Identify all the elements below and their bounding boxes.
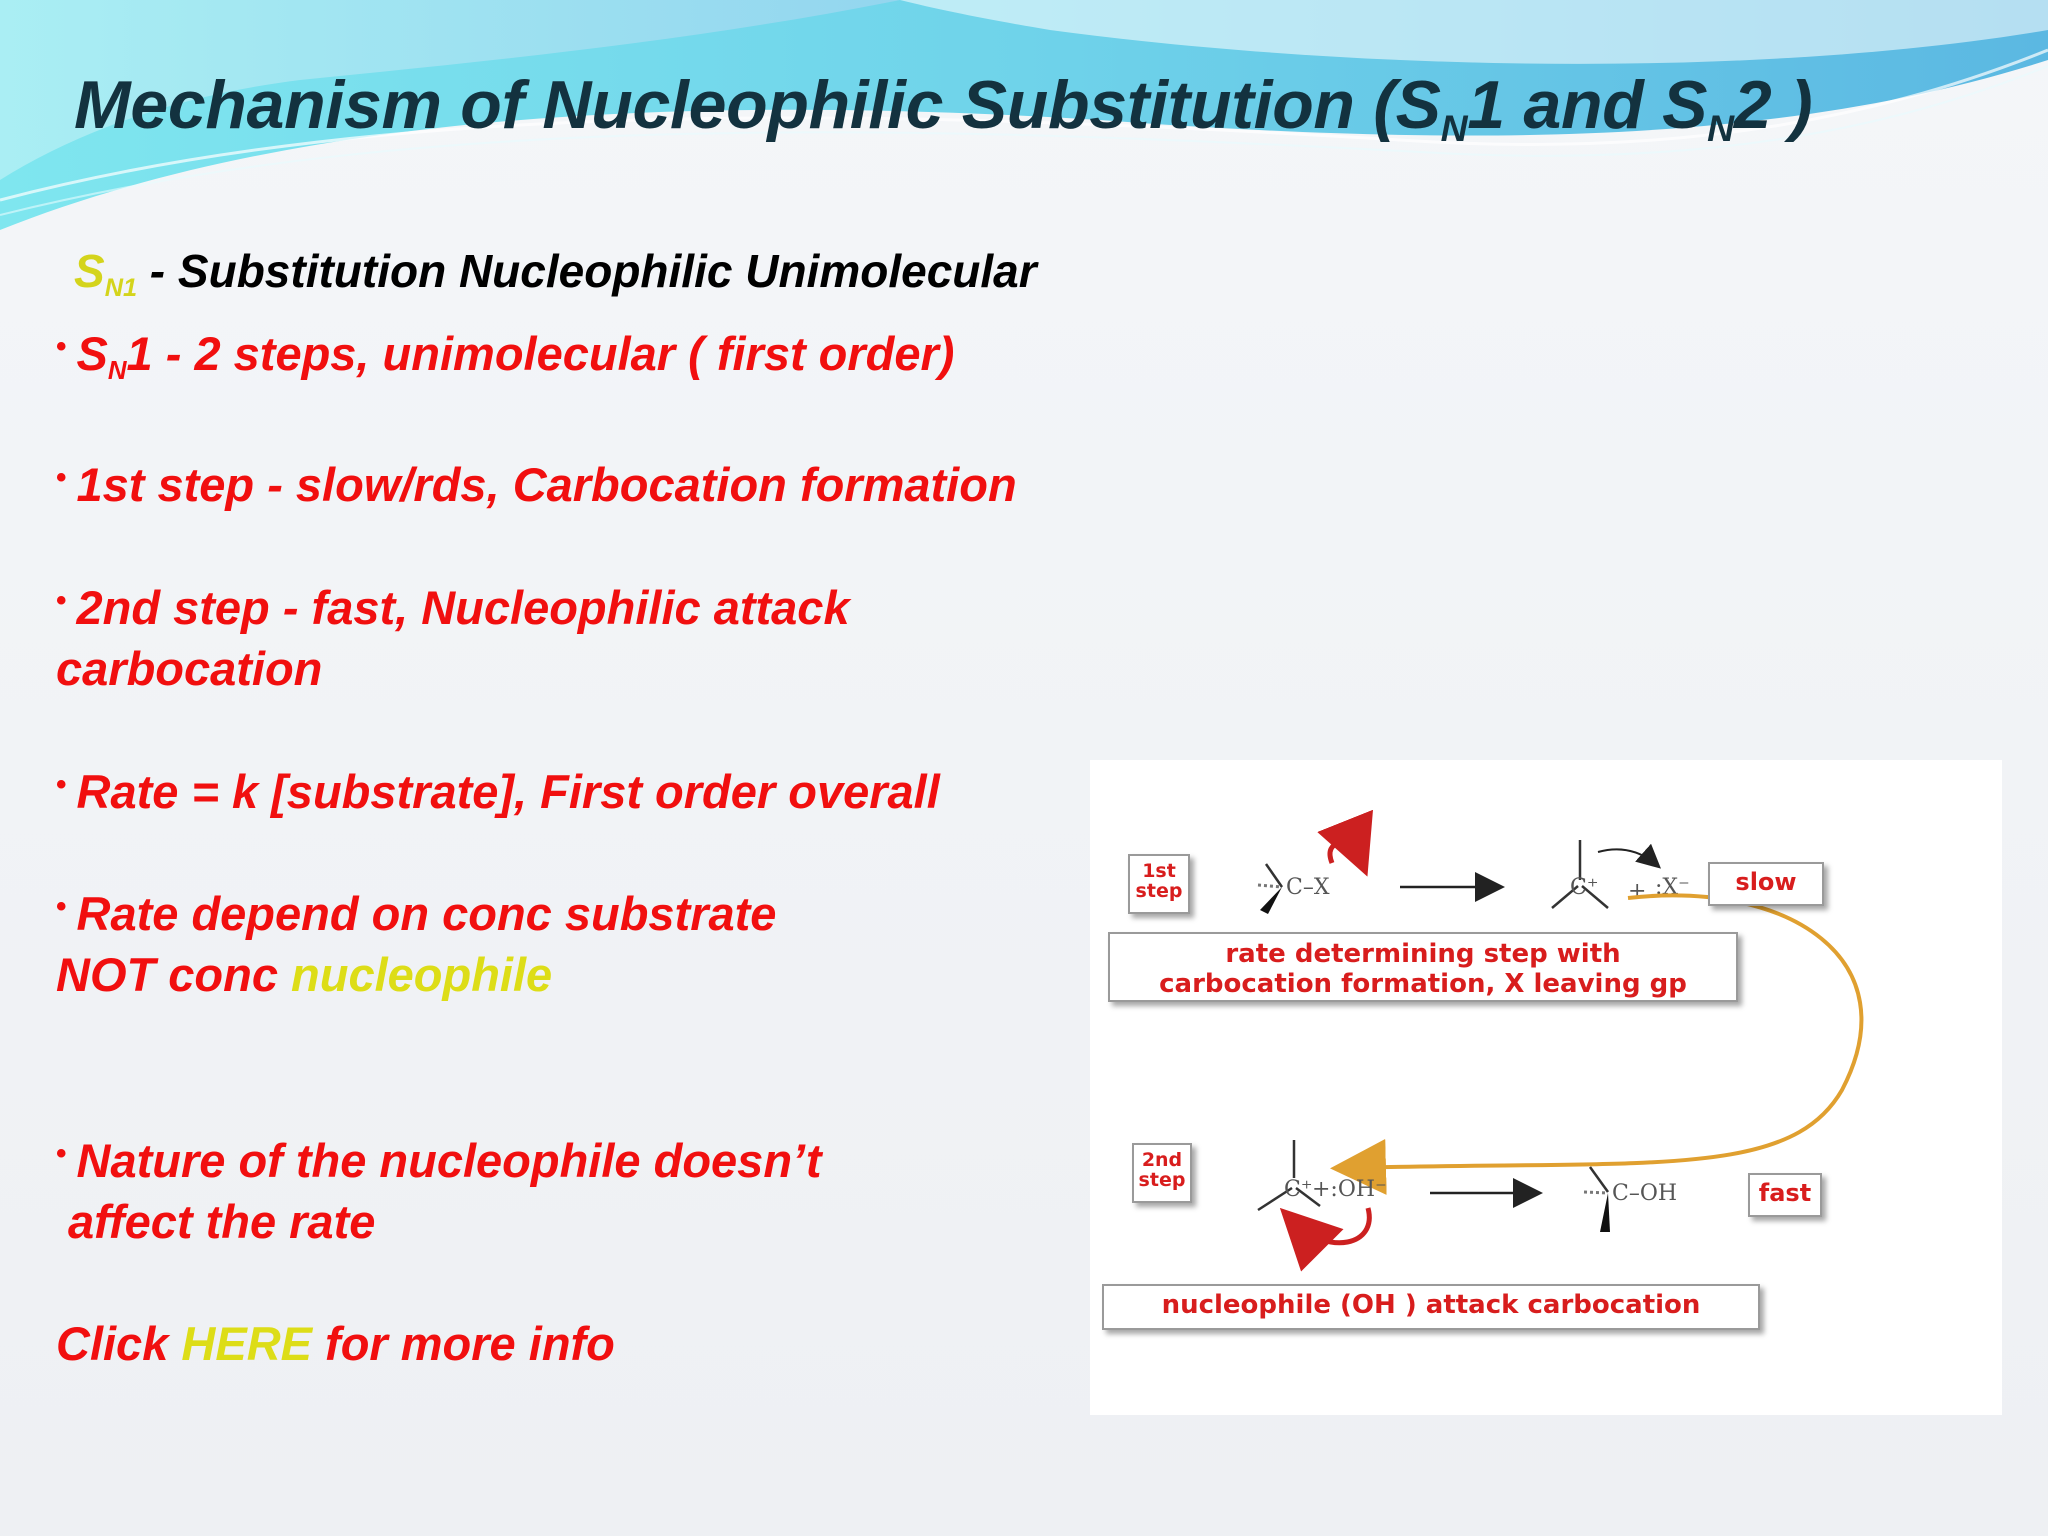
subtitle: $S_{N1}$ - Substitution Nucleophilic Unimolecular <box>74 245 1037 302</box>
nucleophile-curved-arrow <box>1294 1208 1369 1243</box>
bullet-nucleophile-nature-cont: affect the rate <box>68 1195 376 1248</box>
here-link[interactable]: HERE <box>181 1317 312 1370</box>
bullet-sn1-steps: • $S_N1 - 2$ steps, unimolecular ( first order) <box>56 327 955 386</box>
bullet-rate-dependence: • Rate depend on conc substrate <box>56 887 777 940</box>
bullet-rate-law: • Rate = k [substrate], First order overall <box>56 765 940 818</box>
slide-title: Mechanism of Nucleophilic Substitution ($S_N1$ and $S_N2$ ) <box>74 67 1813 150</box>
substrate-molecule <box>1258 864 1330 914</box>
bullet-second-step-cont: carbocation <box>56 642 323 695</box>
bullet-first-step: • 1st step - slow/rds, Carbocation formation <box>56 458 1017 511</box>
nucleophile-attack-label: nucleophile (OH ) attack carbocation <box>1102 1284 1760 1330</box>
step-1-label: 1st step <box>1128 854 1190 914</box>
bullet-rate-dependence-cont: NOT conc nucleophile <box>56 948 553 1001</box>
bullet-nucleophile-nature: • Nature of the nucleophile doesn’t <box>56 1134 822 1187</box>
fast-label: fast <box>1748 1173 1822 1217</box>
leaving-group-curved-arrow <box>1330 844 1360 863</box>
carbocation-formula: C⁺ <box>1570 875 1599 900</box>
leaving-group-ion: :X⁻ <box>1655 875 1690 900</box>
sn1-mechanism-diagram <box>1090 760 2002 1415</box>
step-2-label: 2nd step <box>1132 1143 1192 1203</box>
electron-shift-arrow <box>1598 849 1658 866</box>
carbocation-formula-2: C⁺ <box>1284 1177 1313 1202</box>
substrate-formula: C–X <box>1286 875 1330 900</box>
carbocation-step2 <box>1258 1140 1320 1210</box>
plus-sign: + <box>1628 879 1647 904</box>
product-molecule <box>1584 1167 1677 1232</box>
bullet-second-step: • 2nd step - fast, Nucleophilic attack <box>56 581 850 634</box>
slow-label: slow <box>1708 862 1824 906</box>
carbocation-molecule <box>1552 840 1608 908</box>
more-info-line: Click HERE for more info <box>56 1317 615 1370</box>
hydroxide-ion: +:OH⁻ <box>1312 1177 1387 1202</box>
rate-determining-step-label: rate determining step with carbocation formation, X leaving gp <box>1108 932 1738 1002</box>
product-formula: C–OH <box>1612 1181 1678 1206</box>
